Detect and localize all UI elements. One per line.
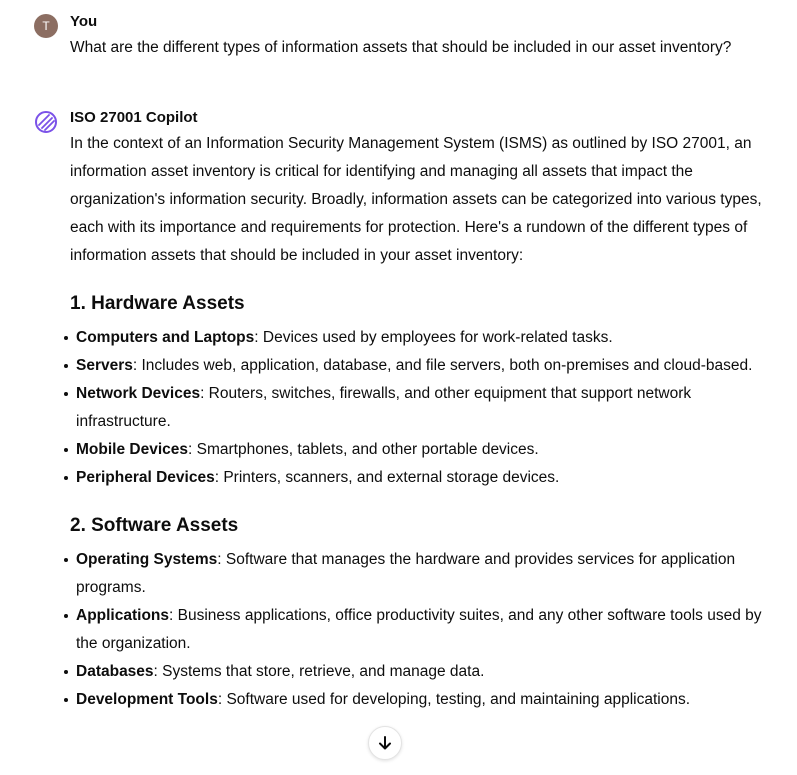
list-item-description: : Includes web, application, database, and file servers, both on-premises and cloud-based. bbox=[132, 357, 753, 374]
list-item-description: : Routers, switches, firewalls, and other equipment that support network infrastructure. bbox=[76, 385, 692, 430]
list-item-term: Databases bbox=[76, 663, 154, 680]
user-message-text: What are the different types of information assets that should be included in our asset inventory? bbox=[70, 39, 732, 56]
section-list bbox=[70, 546, 773, 714]
user-message-content bbox=[70, 12, 773, 62]
section-list bbox=[70, 324, 773, 492]
list-item-term: Development Tools bbox=[76, 691, 218, 708]
list-item-term: Applications bbox=[76, 607, 170, 624]
list-item bbox=[76, 686, 773, 714]
scroll-to-bottom-button[interactable] bbox=[368, 726, 402, 760]
copilot-logo-icon bbox=[34, 110, 58, 134]
assistant-message bbox=[34, 108, 773, 714]
section-heading: 1. Hardware Assets bbox=[70, 293, 245, 314]
assistant-message-content bbox=[70, 108, 773, 714]
list-item bbox=[76, 380, 773, 436]
list-item-description: : Software that manages the hardware and provides services for application programs. bbox=[76, 551, 736, 596]
list-item-description: : Systems that store, retrieve, and manage data. bbox=[153, 663, 485, 680]
user-author-name: You bbox=[70, 13, 98, 30]
user-message bbox=[34, 12, 773, 62]
list-item bbox=[76, 324, 773, 352]
user-avatar-initial: T bbox=[42, 19, 50, 33]
list-item-description: : Software used for developing, testing, and maintaining applications. bbox=[217, 691, 691, 708]
assistant-sections bbox=[70, 292, 773, 714]
list-item-term: Network Devices bbox=[76, 385, 201, 402]
list-item bbox=[76, 352, 773, 380]
list-item bbox=[76, 464, 773, 492]
list-item-term: Mobile Devices bbox=[76, 441, 188, 458]
list-item bbox=[76, 658, 773, 686]
section-heading: 2. Software Assets bbox=[70, 515, 239, 536]
list-item-description: : Printers, scanners, and external storage devices. bbox=[214, 469, 560, 486]
list-item-description: : Smartphones, tablets, and other portable devices. bbox=[188, 441, 539, 458]
list-item bbox=[76, 436, 773, 464]
user-avatar bbox=[34, 14, 58, 38]
list-item-term: Operating Systems bbox=[76, 551, 218, 568]
assistant-intro-paragraph: In the context of an Information Security Management System (ISMS) as outlined by ISO 27001, an information asset inventory is critical for identifying and managing all assets that impact the organization's information security. Broadly, information assets can be categorized into various types, each with its importance and requirements for protection. Here's a rundown of the different types of information assets that should be included in your asset inventory: bbox=[70, 135, 762, 264]
list-item bbox=[76, 546, 773, 602]
arrow-down-icon bbox=[377, 735, 393, 751]
assistant-author-name: ISO 27001 Copilot bbox=[70, 109, 198, 126]
list-item-description: : Devices used by employees for work-related tasks. bbox=[254, 329, 613, 346]
list-item-term: Servers bbox=[76, 357, 133, 374]
list-item-term: Computers and Laptops bbox=[76, 329, 255, 346]
list-item-term: Peripheral Devices bbox=[76, 469, 215, 486]
list-item bbox=[76, 602, 773, 658]
list-item-description: : Business applications, office productivity suites, and any other software tools used by the organization. bbox=[76, 607, 762, 652]
